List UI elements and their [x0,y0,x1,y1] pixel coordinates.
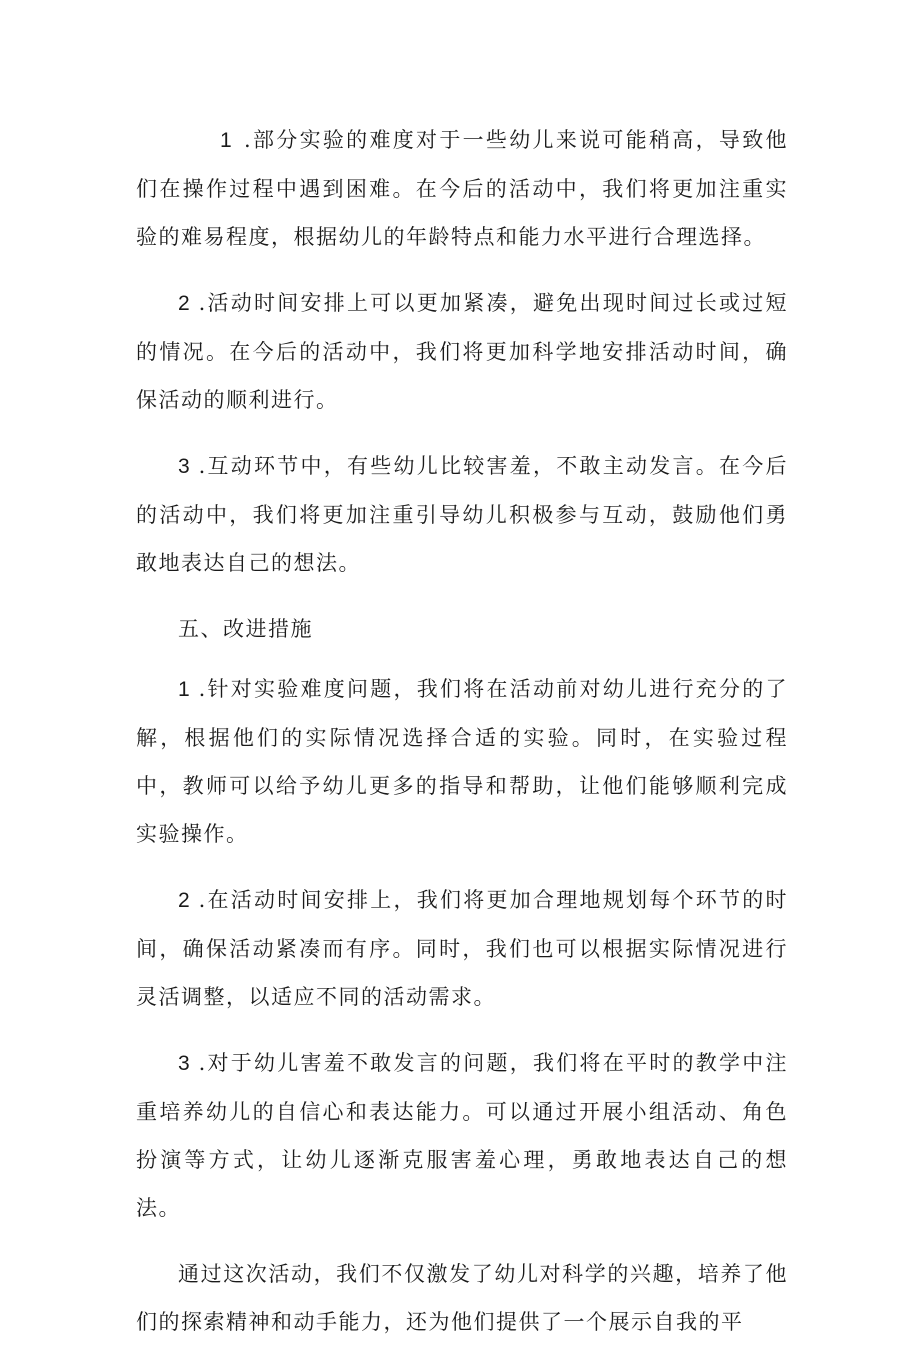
paragraph-measure-1 [136,665,788,858]
paragraph-text: 通过这次活动，我们不仅激发了幼儿对科学的兴趣，培养了他们的探索精神和动手能力，还为他们提供了一个展示自我的平 [136,1262,788,1334]
list-number: 1 [220,129,232,152]
document-body [136,116,788,1364]
list-number: 3 [178,1052,190,1075]
paragraph-text: .针对实验难度问题，我们将在活动前对幼儿进行充分的了解，根据他们的实际情况选择合适的实验。同时，在实验过程中，教师可以给予幼儿更多的指导和帮助，让他们能够顺利完成实验操作。 [136,677,788,846]
list-number: 3 [178,455,190,478]
paragraph-measure-2 [136,876,788,1021]
paragraph-text: .互动环节中，有些幼儿比较害羞，不敢主动发言。在今后的活动中，我们将更加注重引导幼儿积极参与互动，鼓励他们勇敢地表达自己的想法。 [136,454,788,575]
section-heading [136,605,788,653]
paragraph-text: .对于幼儿害羞不敢发言的问题，我们将在平时的教学中注重培养幼儿的自信心和表达能力。可以通过开展小组活动、角色扮演等方式，让幼儿逐渐克服害羞心理，勇敢地表达自己的想法。 [136,1051,788,1220]
paragraph-issue-1 [136,116,788,261]
section-heading-text: 五、改进措施 [178,617,313,641]
paragraph-issue-2 [136,279,788,424]
paragraph-text: .部分实验的难度对于一些幼儿来说可能稍高，导致他们在操作过程中遇到困难。在今后的活动中，我们将更加注重实验的难易程度，根据幼儿的年龄特点和能力水平进行合理选择。 [136,128,788,249]
list-number: 2 [178,292,190,315]
paragraph-text: .在活动时间安排上，我们将更加合理地规划每个环节的时间，确保活动紧凑而有序。同时，我们也可以根据实际情况进行灵活调整，以适应不同的活动需求。 [136,888,788,1009]
paragraph-measure-3 [136,1039,788,1232]
list-number: 1 [178,678,190,701]
paragraph-issue-3 [136,442,788,587]
paragraph-text: .活动时间安排上可以更加紧凑，避免出现时间过长或过短的情况。在今后的活动中，我们将更加科学地安排活动时间，确保活动的顺利进行。 [136,291,788,412]
paragraph-conclusion [136,1250,788,1346]
list-number: 2 [178,889,190,912]
